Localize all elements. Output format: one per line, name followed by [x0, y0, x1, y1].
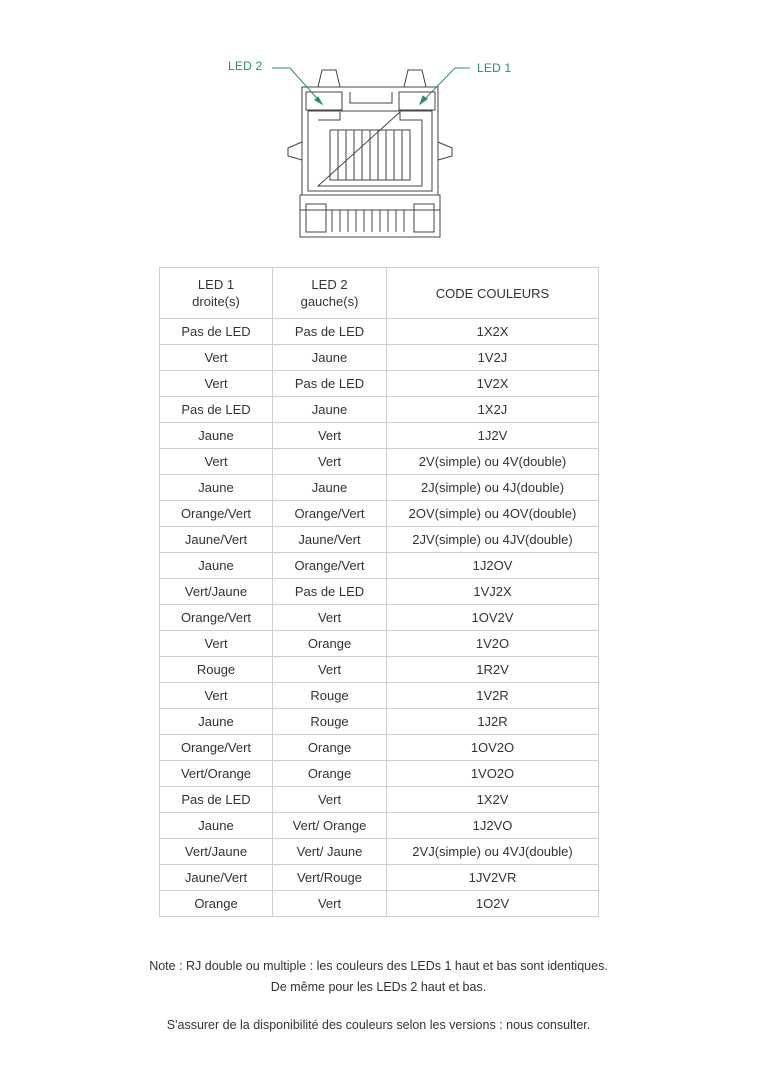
cell-color-code: 1O2V	[387, 891, 599, 917]
note-line-3: S'assurer de la disponibilité des couleurs selon les versions : nous consulter.	[166, 1018, 591, 1032]
table-row	[160, 631, 599, 657]
header-color-code	[387, 268, 599, 319]
cell-color-code: 1X2X	[387, 319, 599, 345]
cell-led1: Vert/Jaune	[160, 579, 273, 605]
table-row	[160, 423, 599, 449]
table-row	[160, 553, 599, 579]
cell-color-code: 2V(simple) ou 4V(double)	[387, 449, 599, 475]
table-row	[160, 605, 599, 631]
table-row	[160, 891, 599, 917]
cell-led1: Jaune	[160, 475, 273, 501]
header-led1-line2: droite(s)	[192, 294, 240, 309]
cell-led2: Vert	[273, 657, 387, 683]
cell-led2: Vert	[273, 423, 387, 449]
cell-led1: Jaune/Vert	[160, 527, 273, 553]
cell-color-code: 1X2J	[387, 397, 599, 423]
cell-led1: Vert	[160, 345, 273, 371]
cell-led2: Orange	[273, 735, 387, 761]
note-line-2: De même pour les LEDs 2 haut et bas.	[270, 980, 487, 994]
table-row	[160, 813, 599, 839]
cell-led2: Vert/ Orange	[273, 813, 387, 839]
header-led1-line1: LED 1	[197, 277, 235, 292]
cell-color-code: 1R2V	[387, 657, 599, 683]
cell-led1: Jaune	[160, 813, 273, 839]
cell-color-code: 1OV2O	[387, 735, 599, 761]
cell-led1: Pas de LED	[160, 787, 273, 813]
cell-led1: Vert/Jaune	[160, 839, 273, 865]
table-header-row	[160, 268, 599, 319]
cell-color-code: 1J2OV	[387, 553, 599, 579]
rj45-connector-diagram	[0, 0, 757, 250]
cell-led2: Vert	[273, 605, 387, 631]
cell-led2: Orange/Vert	[273, 553, 387, 579]
cell-color-code: 2VJ(simple) ou 4VJ(double)	[387, 839, 599, 865]
cell-led2: Jaune	[273, 345, 387, 371]
table-row	[160, 345, 599, 371]
header-color-code-label: CODE COULEURS	[435, 285, 550, 301]
header-led2-line1: LED 2	[311, 277, 348, 292]
cell-color-code: 1OV2V	[387, 605, 599, 631]
cell-led1: Vert	[160, 631, 273, 657]
cell-color-code: 1V2R	[387, 683, 599, 709]
cell-led1: Pas de LED	[160, 319, 273, 345]
cell-led1: Rouge	[160, 657, 273, 683]
cell-color-code: 2JV(simple) ou 4JV(double)	[387, 527, 599, 553]
cell-led2: Vert/ Jaune	[273, 839, 387, 865]
cell-led2: Pas de LED	[273, 319, 387, 345]
cell-led2: Vert	[273, 891, 387, 917]
table-row	[160, 579, 599, 605]
table-row	[160, 501, 599, 527]
note-line-1: Note : RJ double ou multiple : les couleurs des LEDs 1 haut et bas sont identiques.	[149, 959, 608, 973]
cell-color-code: 1V2O	[387, 631, 599, 657]
cell-led2: Vert	[273, 787, 387, 813]
cell-led2: Vert/Rouge	[273, 865, 387, 891]
table-row	[160, 371, 599, 397]
table-row	[160, 787, 599, 813]
cell-led2: Orange	[273, 761, 387, 787]
header-led2-line2: gauche(s)	[300, 294, 359, 309]
cell-led1: Vert	[160, 683, 273, 709]
table-row	[160, 709, 599, 735]
cell-led1: Jaune	[160, 423, 273, 449]
cell-color-code: 1X2V	[387, 787, 599, 813]
cell-led2: Jaune	[273, 475, 387, 501]
cell-led2: Jaune/Vert	[273, 527, 387, 553]
cell-led2: Pas de LED	[273, 371, 387, 397]
cell-led2: Jaune	[273, 397, 387, 423]
cell-color-code: 2OV(simple) ou 4OV(double)	[387, 501, 599, 527]
cell-color-code: 1J2V	[387, 423, 599, 449]
cell-led2: Rouge	[273, 709, 387, 735]
led-1-label: LED 1	[477, 61, 512, 75]
table-row	[160, 735, 599, 761]
cell-led1: Pas de LED	[160, 397, 273, 423]
cell-color-code: 1V2X	[387, 371, 599, 397]
cell-led2: Rouge	[273, 683, 387, 709]
cell-led1: Jaune/Vert	[160, 865, 273, 891]
table-row	[160, 449, 599, 475]
table-row	[160, 319, 599, 345]
cell-led1: Orange/Vert	[160, 735, 273, 761]
table-row	[160, 475, 599, 501]
cell-led1: Orange/Vert	[160, 501, 273, 527]
cell-color-code: 1V2J	[387, 345, 599, 371]
led-2-label: LED 2	[228, 59, 263, 73]
header-led2	[273, 268, 387, 319]
cell-led1: Vert/Orange	[160, 761, 273, 787]
cell-led2: Orange	[273, 631, 387, 657]
table-row	[160, 865, 599, 891]
cell-led1: Jaune	[160, 553, 273, 579]
cell-color-code: 1J2R	[387, 709, 599, 735]
cell-color-code: 1JV2VR	[387, 865, 599, 891]
table-row	[160, 527, 599, 553]
cell-led2: Orange/Vert	[273, 501, 387, 527]
table-body	[160, 319, 599, 917]
cell-led2: Vert	[273, 449, 387, 475]
table-row	[160, 761, 599, 787]
cell-color-code: 1VJ2X	[387, 579, 599, 605]
cell-color-code: 1J2VO	[387, 813, 599, 839]
cell-led1: Vert	[160, 371, 273, 397]
table-row	[160, 397, 599, 423]
table-row	[160, 683, 599, 709]
cell-color-code: 2J(simple) ou 4J(double)	[387, 475, 599, 501]
cell-led1: Jaune	[160, 709, 273, 735]
cell-led1: Orange	[160, 891, 273, 917]
table-row	[160, 657, 599, 683]
cell-led1: Vert	[160, 449, 273, 475]
cell-color-code: 1VO2O	[387, 761, 599, 787]
led-color-code-table	[159, 267, 599, 917]
header-led1	[160, 268, 273, 319]
table-row	[160, 839, 599, 865]
cell-led1: Orange/Vert	[160, 605, 273, 631]
cell-led2: Pas de LED	[273, 579, 387, 605]
